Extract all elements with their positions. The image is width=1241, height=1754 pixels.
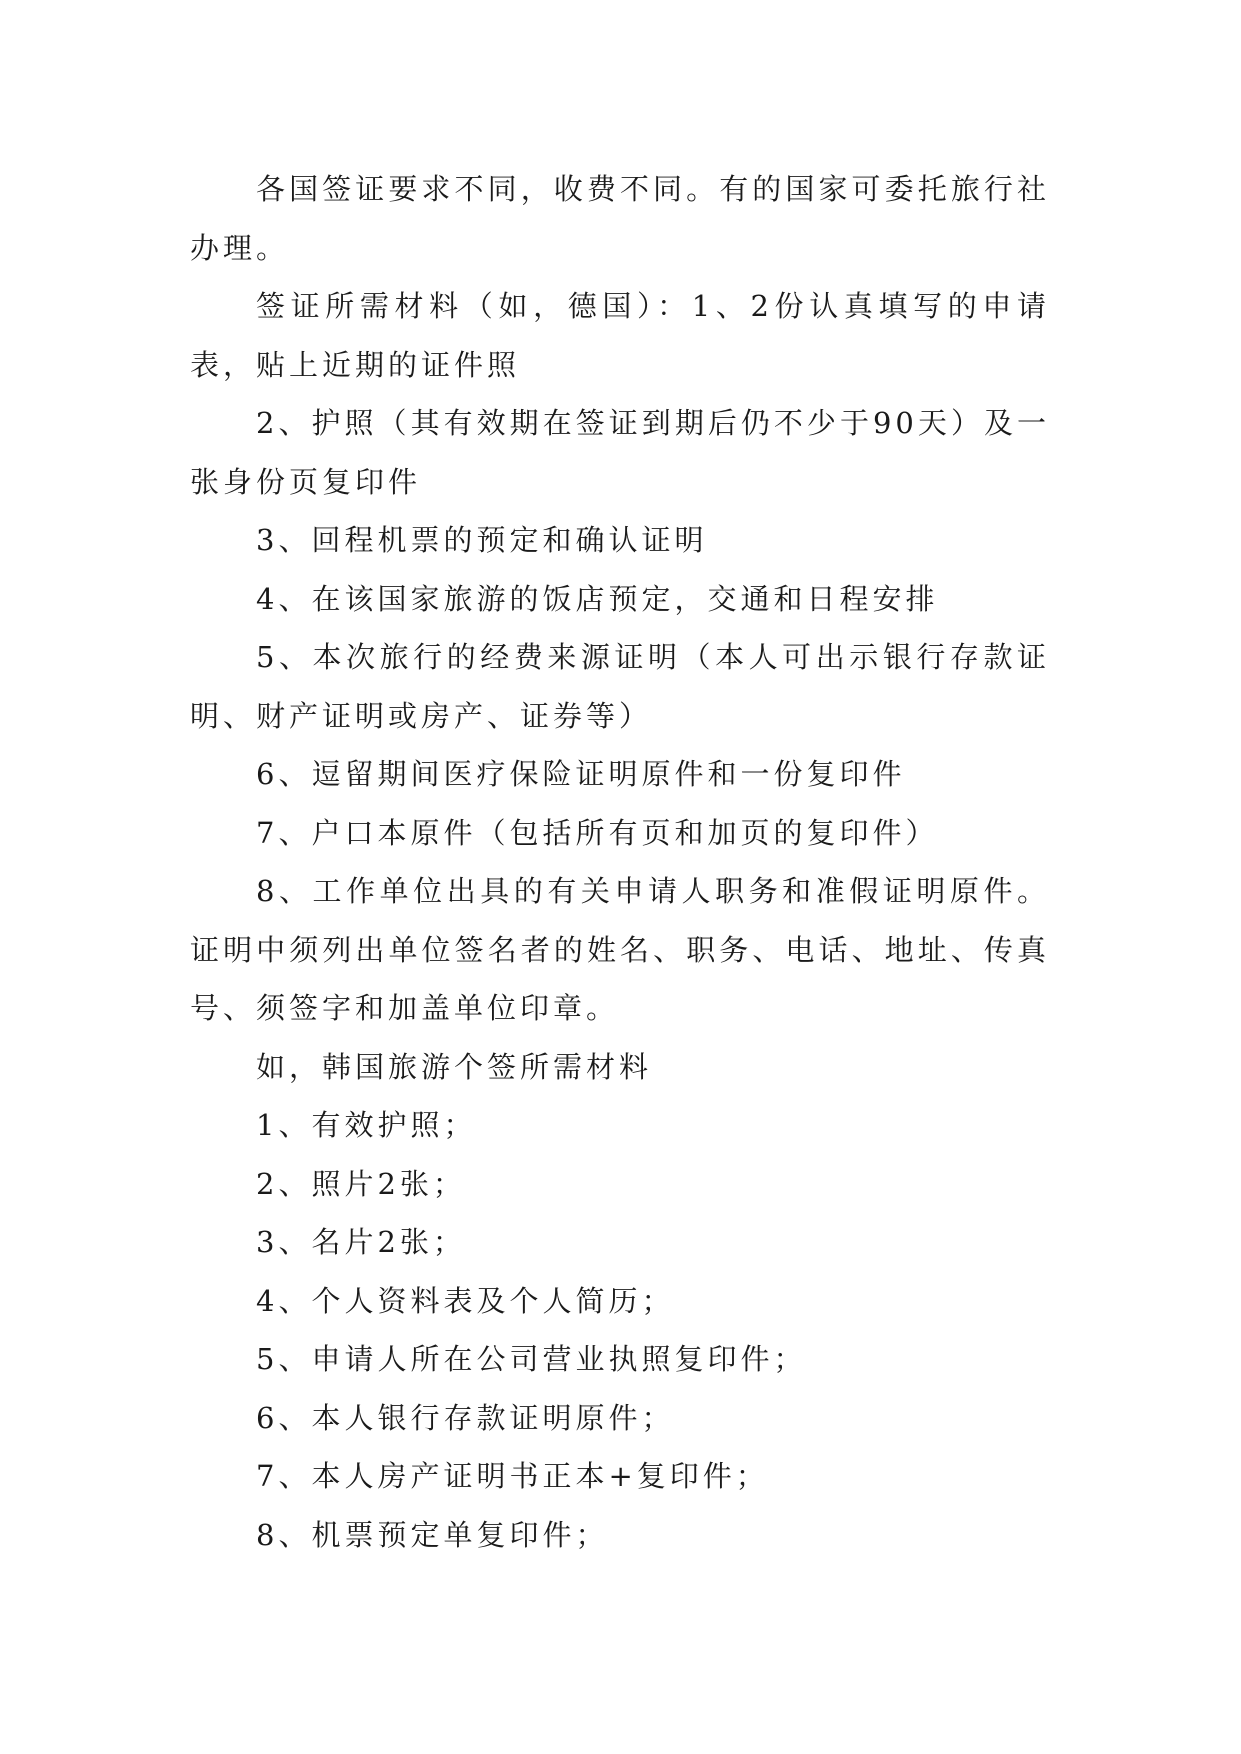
paragraph-korea-item-7: 7、本人房产证明书正本+复印件；: [256, 1459, 769, 1493]
paragraph-korea-heading: 如，韩国旅游个签所需材料: [256, 1049, 653, 1084]
paragraph-germany-item-8: 8、工作单位出具的有关申请人职务和准假证明原件。证明中须列出单位签名者的姓名、职务、电话、地址、传真号、须签字和加盖单位印章。: [190, 874, 1050, 1025]
document-body: [190, 160, 1050, 1564]
paragraph-korea-item-8: 8、机票预定单复印件；: [256, 1517, 609, 1552]
paragraph-korea-item-6: 6、本人银行存款证明原件；: [256, 1400, 675, 1435]
paragraph-visa-intro: 各国签证要求不同，收费不同。有的国家可委托旅行社办理。: [190, 172, 1050, 265]
paragraph-germany-item-2: 2、护照（其有效期在签证到期后仍不少于90天）及一张身份页复印件: [190, 406, 1050, 499]
paragraph-germany-materials: 签证所需材料（如，德国）：1、2份认真填写的申请表，贴上近期的证件照: [190, 289, 1050, 382]
paragraph-germany-item-4: 4、在该国家旅游的饭店预定，交通和日程安排: [256, 581, 939, 616]
paragraph-korea-item-4: 4、个人资料表及个人简历；: [256, 1283, 675, 1318]
paragraph-korea-item-5: 5、申请人所在公司营业执照复印件；: [256, 1342, 807, 1376]
paragraph-germany-item-3: 3、回程机票的预定和确认证明: [256, 523, 708, 557]
paragraph-germany-item-6: 6、逗留期间医疗保险证明原件和一份复印件: [256, 757, 906, 791]
paragraph-germany-item-7: 7、户口本原件（包括所有页和加页的复印件）: [256, 815, 939, 850]
paragraph-korea-item-2: 2、照片2张；: [256, 1166, 466, 1201]
paragraph-korea-item-1: 1、有效护照；: [256, 1108, 477, 1142]
paragraph-korea-item-3: 3、名片2张；: [256, 1225, 466, 1259]
paragraph-germany-item-5: 5、本次旅行的经费来源证明（本人可出示银行存款证明、财产证明或房产、证券等）: [190, 640, 1050, 733]
